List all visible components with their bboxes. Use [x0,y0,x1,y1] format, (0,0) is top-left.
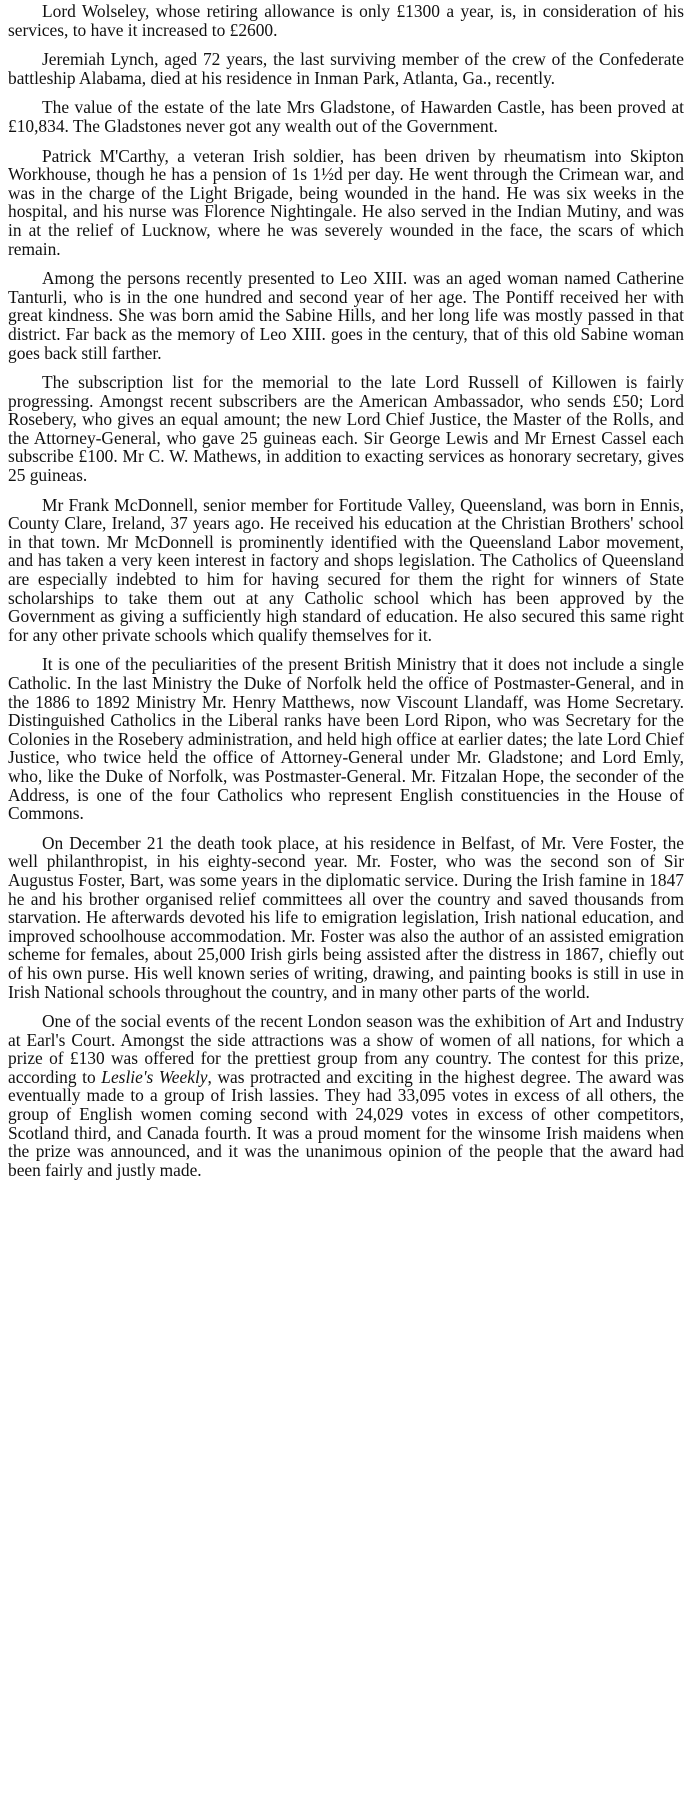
vere-foster-paragraph: On December 21 the death took place, at his residence in Belfast, of Mr. Vere Foster, the well philanthropist, in his eighty-second year. Mr. Foster, who was the second son of Sir Augustus Foster, Bart, was some years in the diplomatic service. During the Irish famine in 1847 he and his brother organised relief committees all over the country and saved thousands from starvation. He afterwards devoted his life to emigration legislation, Irish national education, and improved schoolhouse accommodation. Mr. Foster was also the author of an assisted emigration scheme for females, about 25,000 Irish girls being assisted after the distress in 1867, chiefly out of his own purse. His well known series of writing, drawing, and painting books is still in use in Irish National schools throughout the country, and in many other parts of the world. [8,832,684,1002]
british-ministry-paragraph: It is one of the peculiarities of the present British Ministry that it does not include a single Catholic. In the last Ministry the Duke of Norfolk held the office of Postmaster-General, and in the 1886 to 1892 Ministry Mr. Henry Matthews, now Viscount Llandaff, was Home Secretary. Distinguished Catholics in the Liberal ranks have been Lord Ripon, who was Secretary for the Colonies in the Rosebery administration, and held high office at earlier dates; the late Lord Chief Justice, who twice held the office of Attorney-General under Mr. Gladstone; and Lord Emly, who, like the Duke of Norfolk, was Postmaster-General. Mr. Fitzalan Hope, the seconder of the Address, is one of the four Catholics who represent English constituencies in the House of Commons. [8,654,684,824]
wolseley-paragraph: Lord Wolseley, whose retiring allowance is only £1300 a year, is, in consideration of his services, to have it increased to £2600. [8,1,684,40]
earls-court-text-end: , was protracted and exciting in the highest degree. The award was eventually made to a group of Irish lassies. They had 33,095 votes in excess of all others, the group of English women coming second with 24,029 votes in excess of other competitors, Scotland third, and Canada fourth. It was a proud moment for the winsome Irish maidens when the prize was announced, and it was the unanimous opinion of the people that the award had been fairly and justly made. [8,1066,684,1180]
leo-xiii-paragraph: Among the persons recently presented to Leo XIII. was an aged woman named Catherine Tanturli, who is in the one hundred and second year of her age. The Pontiff received her with great kindness. She was born amid the Sabine Hills, and her long life was mostly passed in that district. Far back as the memory of Leo XIII. goes in the century, that of this old Sabine woman goes back still farther. [8,268,684,363]
article-column [8,2,684,1190]
jeremiah-lynch-paragraph: Jeremiah Lynch, aged 72 years, the last surviving member of the crew of the Confederate battleship Alabama, died at his residence in Inman Park, Atlanta, Ga., recently. [8,49,684,88]
earls-court-text-start: One of the social events of the recent London season was the exhibition of Art and Industry at Earl's Court. Amongst the side attractions was a show of women of all nations, for which a prize of £130 was offered for the prettiest group from any country. The contest for this prize, according to [8,1011,684,1087]
leslies-weekly-title: Leslie's Weekly [101,1066,208,1087]
lord-russell-memorial-paragraph: The subscription list for the memorial to the late Lord Russell of Killowen is fairly progressing. Amongst recent subscribers are the American Ambassador, who sends £50; Lord Rosebery, who gives an equal amount; the new Lord Chief Justice, the Master of the Rolls, and the Attorney-General, who gave 25 guineas each. Sir George Lewis and Mr Ernest Cassel each subscribe £100. Mr C. W. Mathews, in addition to exacting services as honorary secretary, gives 25 guineas. [8,372,684,486]
gladstone-estate-paragraph: The value of the estate of the late Mrs Gladstone, of Hawarden Castle, has been proved at £10,834. The Gladstones never got any wealth out of the Government. [8,97,684,136]
patrick-mccarthy-paragraph: Patrick M'Carthy, a veteran Irish soldier, has been driven by rheumatism into Skipton Workhouse, though he has a pension of 1s 1½d per day. He went through the Crimean war, and was in the charge of the Light Brigade, being wounded in the hand. He was six weeks in the hospital, and his nurse was Florence Nightingale. He also served in the Indian Mutiny, and was in at the relief of Lucknow, where he was severely wounded in the face, the scars of which remain. [8,145,684,259]
earls-court-exhibition-paragraph [8,1012,684,1179]
frank-mcdonnell-paragraph: Mr Frank McDonnell, senior member for Fortitude Valley, Queensland, was born in Ennis, County Clare, Ireland, 37 years ago. He received his education at the Christian Brothers' school in that town. Mr McDonnell is prominently identified with the Queensland Labor movement, and has taken a very keen interest in factory and shops legislation. The Catholics of Queensland are especially indebted to him for having secured for them the right for winners of State scholarships to take them out at any Catholic school which has been approved by the Government as giving a sufficiently high standard of education. He also secured this same right for any other private schools which qualify themselves for it. [8,494,684,645]
